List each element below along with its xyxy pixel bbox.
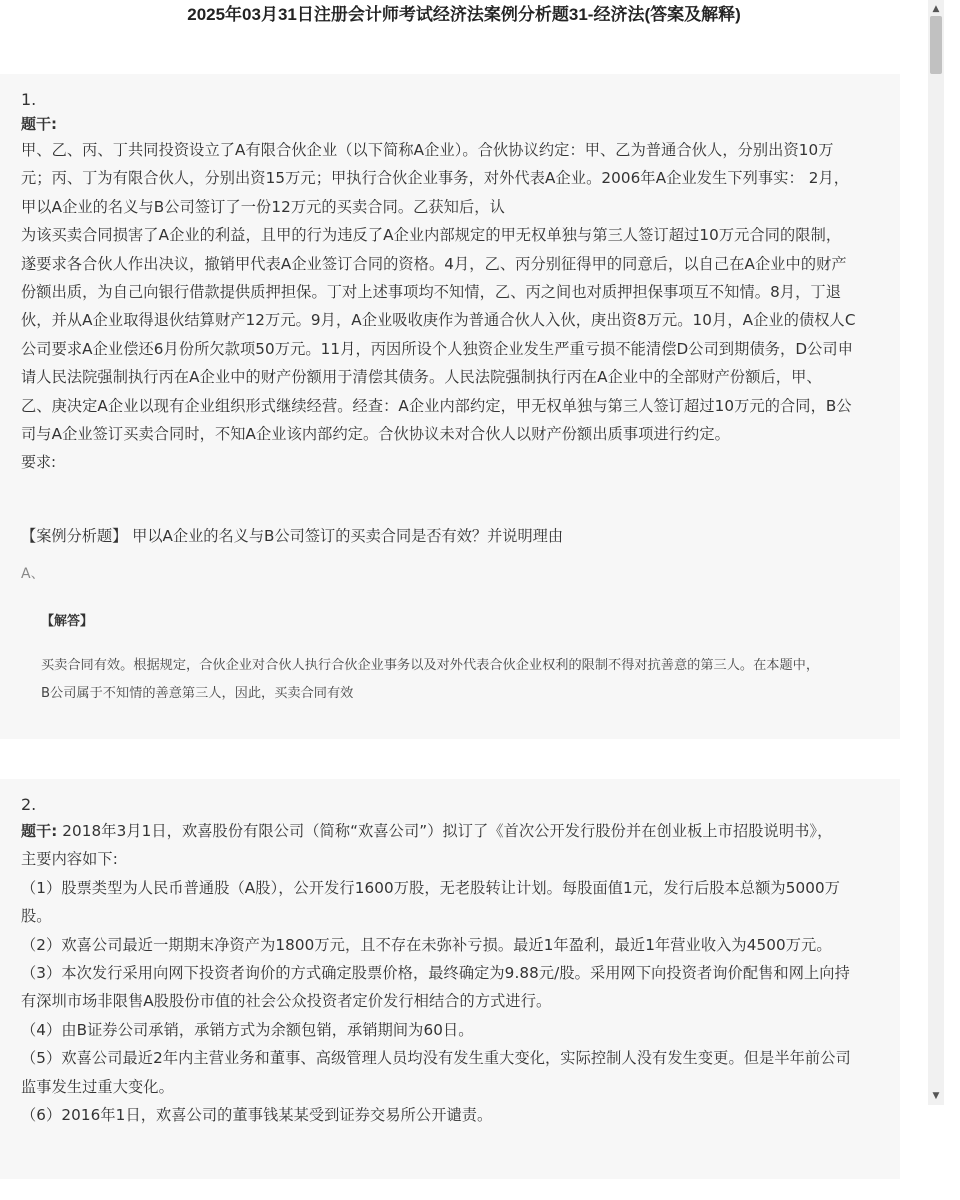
question-number: 1. (21, 90, 37, 109)
stem-line: 伙，并从A企业取得退伙结算财产12万元。9月，A企业吸收庚作为普通合伙人入伙，庚出资8万元。10月，A企业的债权人C (21, 311, 856, 330)
stem-line: 股。 (21, 907, 52, 926)
question-text: 【案例分析题】 甲以A企业的名义与B公司签订的买卖合同是否有效？并说明理由 (21, 527, 564, 546)
question-stem (21, 136, 888, 448)
stem-line: 有深圳市场非限售A股股份市值的社会公众投资者定价发行相结合的方式进行。 (21, 992, 552, 1011)
stem-line: 请人民法院强制执行丙在A企业中的财产份额用于清偿其债务。人民法院强制执行丙在A企业中的全部财产份额后，甲、 (21, 368, 822, 387)
stem-label: 题干: (21, 822, 58, 840)
scroll-up-arrow-icon[interactable]: ▲ (932, 4, 940, 14)
answer-line: B公司属于不知情的善意第三人，因此，买卖合同有效 (41, 686, 354, 702)
stem-line: （2）欢喜公司最近一期期末净资产为1800万元，且不存在未弥补亏损。最近1年盈利，最近1年营业收入为4500万元。 (21, 935, 832, 954)
answer-label: 【解答】 (41, 614, 94, 630)
stem-line: （5）欢喜公司最近2年内主营业务和董事、高级管理人员均没有发生重大变化，实际控制人没有发生变更。但是半年前公司 (21, 1049, 851, 1068)
page-title: 2025年03月31日注册会计师考试经济法案例分析题31-经济法(答案及解释) (187, 5, 741, 24)
stem-line: （3）本次发行采用向网下投资者询价的方式确定股票价格，最终确定为9.88元/股。采用网下向投资者询价配售和网上向持 (21, 964, 850, 983)
stem-line: 乙、庚决定A企业以现有企业组织形式继续经营。经查：A企业内部约定，甲无权单独与第三人签订超过10万元的合同，B公 (21, 396, 852, 415)
stem-line: 为该买卖合同损害了A企业的利益，且甲的行为违反了A企业内部规定的甲无权单独与第三人签订超过10万元合同的限制， (21, 226, 842, 245)
stem-line: 公司要求A企业偿还6月份所欠款项50万元。11月，丙因所设个人独资企业发生严重亏损不能清偿D公司到期债务，D公司申 (21, 339, 853, 358)
stem-line: 监事发生过重大变化。 (21, 1077, 174, 1096)
vertical-scrollbar[interactable] (928, 0, 944, 1105)
stem-line: 主要内容如下: (21, 850, 118, 869)
answer-text (41, 652, 870, 708)
stem-line: 题干: 2018年3月1日，欢喜股份有限公司（简称“欢喜公司”）拟订了《首次公开发行股份并在创业板上市招股说明书》， (21, 822, 833, 840)
question-card-1 (0, 74, 900, 739)
stem-line: 甲、乙、丙、丁共同投资设立了A有限合伙企业（以下简称A企业）。合伙协议约定：甲、乙为普通合伙人，分别出资10万 (21, 141, 834, 159)
question-number: 2. (21, 795, 37, 814)
stem-line: 元；丙、丁为有限合伙人，分别出资15万元；甲执行合伙企业事务，对外代表A企业。2006年A企业发生下列事实： 2月， (21, 169, 850, 188)
question-stem (21, 817, 888, 1129)
requirement-label: 要求: (21, 453, 57, 472)
stem-line: （4）由B证券公司承销，承销方式为余额包销，承销期间为60日。 (21, 1020, 474, 1039)
stem-label: 题干: (21, 115, 57, 133)
answer-line: 买卖合同有效。根据规定，合伙企业对合伙人执行合伙企业事务以及对外代表合伙企业权利的限制不得对抗善意的第三人。在本题中， (41, 658, 820, 674)
stem-line: 遂要求各合伙人作出决议，撤销甲代表A企业签订合同的资格。4月，乙、丙分别征得甲的同意后，以自己在A企业中的财产 (21, 254, 847, 273)
scroll-down-arrow-icon[interactable]: ▼ (932, 1091, 940, 1101)
scrollbar-thumb[interactable] (930, 16, 942, 74)
stem-line: 甲以A企业的名义与B公司签订了一份12万元的买卖合同。乙获知后，认 (21, 197, 505, 216)
stem-line: （6）2016年1日，欢喜公司的董事钱某某受到证券交易所公开谴责。 (21, 1106, 493, 1125)
stem-line: （1）股票类型为人民币普通股（A股），公开发行1600万股，无老股转让计划。每股面值1元，发行后股本总额为5000万 (21, 878, 841, 897)
stem-line: 份额出质，为自己向银行借款提供质押担保。丁对上述事项均不知情，乙、丙之间也对质押担保事项互不知情。8月，丁退 (21, 283, 841, 302)
option-a[interactable]: A、 (21, 566, 45, 583)
stem-line: 司与A企业签订买卖合同时，不知A企业该内部约定。合伙协议未对合伙人以财产份额出质事项进行约定。 (21, 425, 730, 444)
question-card-2 (0, 779, 900, 1179)
